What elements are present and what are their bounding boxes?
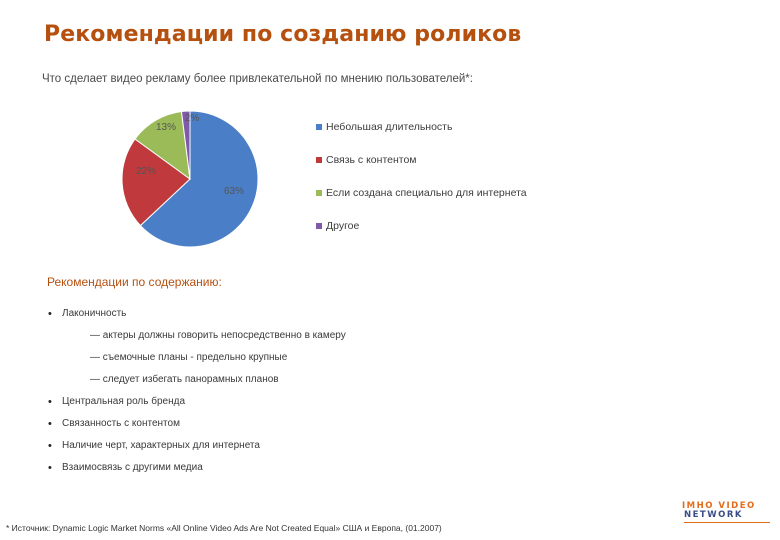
recommendations-list	[48, 307, 548, 483]
logo-line-1: IMHO VIDEO	[682, 501, 756, 511]
bullet-dot: •	[48, 308, 52, 320]
logo-underline	[684, 522, 770, 523]
list-item-text: — актеры должны говорить непосредственно в камеру	[90, 330, 346, 341]
sub-list-item	[48, 329, 548, 351]
list-item-text: Связанность с контентом	[62, 418, 180, 429]
legend-label: Небольшая длительность	[326, 121, 453, 133]
list-item	[48, 417, 548, 439]
pie-chart	[110, 102, 270, 252]
bullet-dot: •	[48, 396, 52, 408]
legend-label: Если создана специально для интернета	[326, 187, 527, 199]
pie-data-label: 22%	[135, 166, 157, 177]
list-item-text: Центральная роль бренда	[62, 396, 186, 407]
bullet-dot: •	[48, 418, 52, 430]
content-heading: Рекомендации по содержанию:	[47, 275, 222, 289]
legend-label: Связь с контентом	[326, 154, 417, 166]
list-item-text: — съемочные планы - предельно крупные	[90, 352, 288, 363]
pie-data-label: 13%	[155, 122, 177, 133]
bullet-dot: •	[48, 440, 52, 452]
list-item-text: Наличие черт, характерных для интернета	[62, 440, 260, 451]
pie-data-label: 63%	[223, 186, 245, 197]
slide-title: Рекомендации по созданию роликов	[44, 22, 522, 47]
legend-item	[316, 122, 576, 133]
list-item-text: Взаимосвязь с другими медиа	[62, 462, 203, 473]
pie-data-label: 2%	[184, 113, 200, 124]
list-item	[48, 439, 548, 461]
bullet-dot: •	[48, 462, 52, 474]
legend-swatch	[316, 190, 322, 196]
legend-label: Другое	[326, 220, 360, 232]
legend-swatch	[316, 124, 322, 130]
source-footnote: * Источник: Dynamic Logic Market Norms «All Online Video Ads Are Not Created Equal» США и Европа, (01.2007)	[6, 523, 442, 533]
legend-item	[316, 221, 576, 232]
legend-swatch	[316, 157, 322, 163]
list-item	[48, 461, 548, 483]
list-item	[48, 395, 548, 417]
legend-item	[316, 188, 576, 199]
legend-swatch	[316, 223, 322, 229]
list-item-text: Лаконичность	[62, 308, 127, 319]
legend-item	[316, 155, 576, 166]
logo-line-2: NETWORK	[684, 510, 743, 520]
chart-question: Что сделает видео рекламу более привлекательной по мнению пользователей*:	[42, 73, 473, 85]
sub-list-item	[48, 351, 548, 373]
list-item-text: — следует избегать панорамных планов	[90, 374, 279, 385]
list-item	[48, 307, 548, 329]
chart-legend	[316, 122, 576, 254]
pie-chart-svg	[110, 102, 270, 252]
imho-video-network-logo	[682, 502, 772, 522]
sub-list-item	[48, 373, 548, 395]
